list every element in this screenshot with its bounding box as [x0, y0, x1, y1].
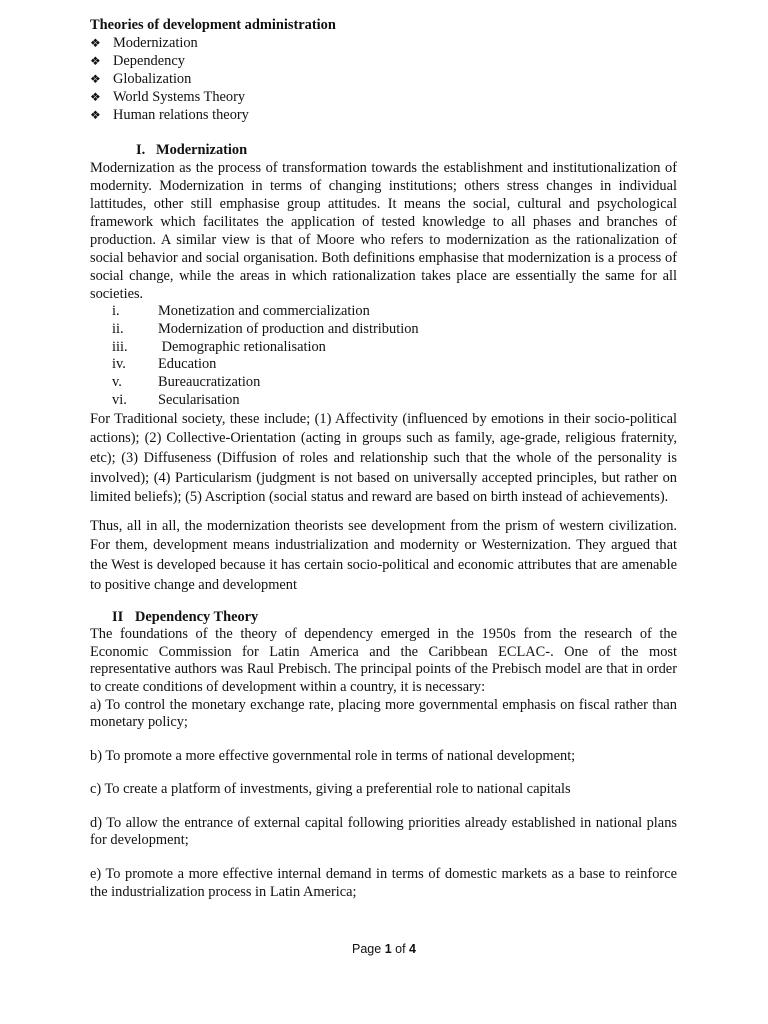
list-item: ❖ Globalization — [90, 71, 192, 87]
modernization-list — [90, 303, 677, 410]
diamond-bullet-icon: ❖ — [90, 108, 101, 122]
list-item: ❖ Dependency — [90, 53, 185, 69]
modernization-conclusion-paragraph: Thus, all in all, the modernization theorists see development from the prism of western civilization. For them, development means industrialization and modernity or Westernization. They argued that the West is developed because it has certain socio-political and economic attributes that are amenable to positive change and development — [90, 517, 677, 593]
list-item: v. Bureaucratization — [112, 374, 261, 391]
page-footer — [0, 942, 768, 956]
dependency-item-d: d) To allow the entrance of external capital following priorities already established in national plans for development; — [90, 814, 677, 849]
list-item: vi. Secularisation — [112, 391, 240, 408]
dependency-item-a: a) To control the monetary exchange rate, placing more governmental emphasis on fiscal rather than monetary policy; — [90, 696, 677, 731]
diamond-bullet-icon: ❖ — [90, 90, 101, 104]
diamond-bullet-icon: ❖ — [90, 54, 101, 68]
diamond-bullet-icon: ❖ — [90, 36, 101, 50]
modernization-paragraph: Modernization as the process of transformation towards the establishment and institutionalization of modernity. Modernization in terms of changing institutions; others stress changes in individual lattitudes, other still emphasise group attitudes. It means the social, cultural and psychological framework which facilitates the application of tested knowledge to all phases and branches of production. A similar view is that of Moore who refers to modernization as the rationalization of social behavior and social organisation. Both definitions emphasise that modernization is a process of social change, while the areas in which rationalization takes place are essentially the same for all societies. — [90, 160, 677, 302]
document-title: Theories of development administration — [90, 17, 336, 33]
dependency-item-c: c) To create a platform of investments, giving a preferential role to national capitals — [90, 781, 571, 798]
list-item: iii. Demographic retionalisation — [112, 338, 326, 355]
section-heading-modernization: I. Modernization — [136, 142, 248, 158]
dependency-intro-paragraph: The foundations of the theory of dependency emerged in the 1950s from the research of the Economic Commission for Latin America and the Caribbean ECLAC-. One of the most representative authors was Raul Prebisch. The principal points of the Prebisch model are that in order to create conditions of development within a country, it is necessary: — [90, 626, 677, 695]
list-item: ❖ Modernization — [90, 35, 198, 51]
list-item: iv. Education — [112, 356, 217, 373]
document-page — [90, 16, 677, 901]
list-item: ii. Modernization of production and distribution — [112, 320, 419, 337]
total-pages-number: 4 — [409, 942, 416, 956]
diamond-bullet-icon: ❖ — [90, 72, 101, 86]
current-page-number: 1 — [384, 942, 392, 956]
theories-list — [90, 34, 677, 124]
dependency-item-e: e) To promote a more effective internal demand in terms of domestic markets as a base to reinforce the industrialization process in Latin America; — [90, 866, 677, 900]
dependency-item-b: b) To promote a more effective governmental role in terms of national development; — [90, 747, 576, 764]
page-label: Page — [352, 942, 382, 956]
of-label: of — [395, 942, 406, 956]
list-item: ❖ Human relations theory — [90, 107, 249, 123]
section-heading-dependency: II Dependency Theory — [112, 609, 259, 626]
list-item: i. Monetization and commercialization — [112, 303, 370, 319]
traditional-society-paragraph: For Traditional society, these include; (1) Affectivity (influenced by emotions in their socio-political actions); (2) Collective-Orientation (acting in groups such as family, age-grade, religious fraternity, etc); (3) Diffuseness (Diffusion of roles and relationship such that the whole of the personality is involved); (4) Particularism (judgment is not based on universally accepted principles, but rather on limited beliefs); (5) Ascription (social status and reward are based on birth instead of achievements). — [90, 410, 677, 506]
list-item: ❖ World Systems Theory — [90, 89, 246, 105]
